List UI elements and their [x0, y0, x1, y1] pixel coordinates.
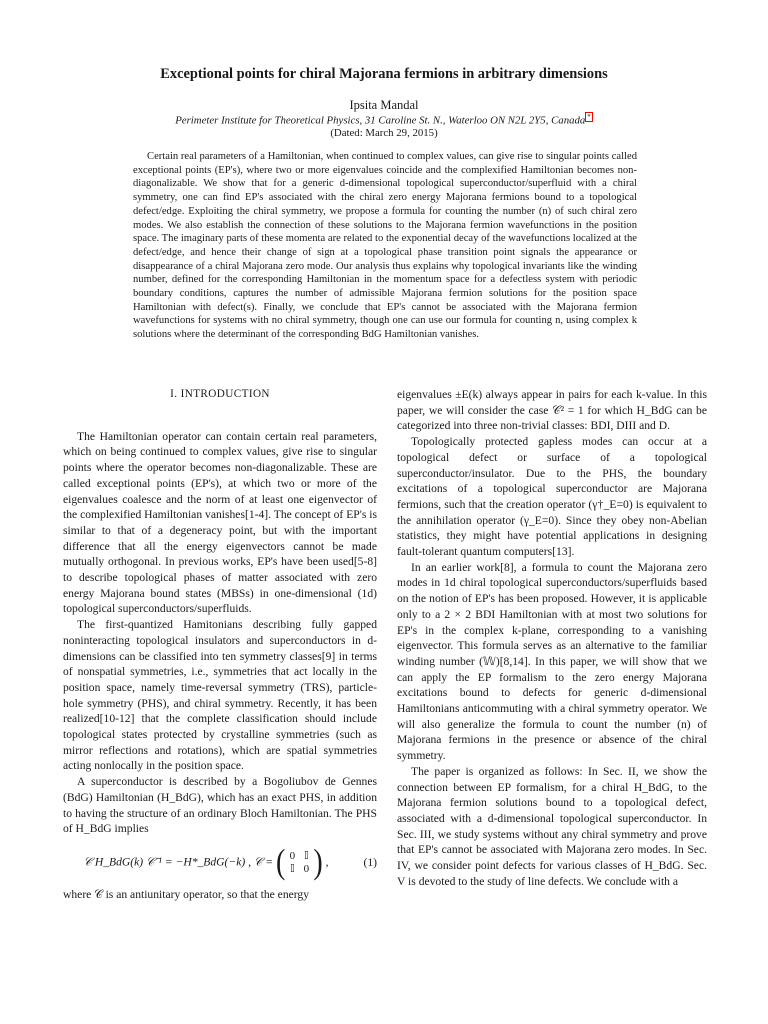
right-column [397, 387, 707, 890]
left-column [63, 387, 377, 903]
equation-matrix: ( 0 𝕀 𝕀 0 ) [276, 842, 323, 882]
paragraph: The first-quantized Hamitonians describing fully gapped noninteracting topological insulators and superconductors in d-dimensions can be classified into ten symmetry classes[9] in terms of nonspatial symmetries, i.e., symmetries that act locally in the position space, namely time-reversal symmetry (TRS), particle-hole symmetry (PHS), and chiral symmetry. Recently, it has been realized[10-12] that the complete classification should include topological states protected by crystalline symmetries (such as mirror reflections and rotations), which are spatial symmetries acting nonlocally in the position space. [63, 618, 377, 773]
section-heading-introduction: I. INTRODUCTION [170, 388, 270, 400]
matrix-cell: 0 [303, 862, 310, 875]
affiliation-footnote-link[interactable]: * [587, 113, 591, 121]
paragraph: The paper is organized as follows: In Sec. II, we show the connection between EP formalism, for a chiral H_BdG, to the Majorana fermion solutions bound to a topological defect, associated with a d-dimensional topological superconductor. In Sec. III, we study systems without any chiral symmetry and prove that EP's cannot be associated with Majorana zero modes. In Sec. IV, we consider point defects for various classes of H_BdG. Sec. V is devoted to the study of line defects. We conclude with a [397, 764, 707, 888]
affiliation [0, 114, 768, 127]
paper-title: Exceptional points for chiral Majorana fermions in arbitrary dimensions [160, 66, 608, 82]
equation-trail: , [325, 855, 329, 869]
affiliation-text: Perimeter Institute for Theoretical Physics, 31 Caroline St. N., Waterloo ON N2L 2Y5, Canada [175, 114, 586, 127]
equation-1 [63, 842, 377, 882]
paragraph: Topologically protected gapless modes can occur at a topological defect or surface of a topological superconductor/insulator. Due to the PHS, the boundary excitations of a topological superconductor are Majorana fermions, such that the creation operator (γ†_E=0) is equivalent to the annihilation operator (γ_E=0). Since they obey non-Abelian statistics, they might have potential applications in designing fault-tolerant quantum computers[13]. [397, 435, 707, 559]
matrix-cell: 0 [289, 849, 296, 862]
paragraph: The Hamiltonian operator can contain certain real parameters, which on being continued to complex values, give rise to singular points where the operator becomes non-diagonalizable. These are called exceptional points (EP's), at which two or more of the eigenvalues coalesce and the norm of at least one eigenvector of the complexified Hamiltonian vanishes[1-4]. The concept of EP's is similar to that of a degeneracy point, but with the important difference that all the energy eigenvectors cannot be made mutually orthogonal. In previous works, EP's have been used[5-8] to describe topological phases of matter associated with zero energy Majorana bound states (MBSs) in one-dimensional (1d) topological superconductors/superfluids. [63, 429, 377, 616]
equation-body [63, 842, 349, 882]
dated-line: (Dated: March 29, 2015) [330, 127, 438, 139]
author-name: Ipsita Mandal [349, 98, 419, 112]
equation-lhs: 𝒞 H_BdG(k) 𝒞⁻¹ = −H*_BdG(−k) , 𝒞 = [83, 855, 274, 869]
matrix-cell: 𝕀 [290, 862, 295, 875]
abstract: Certain real parameters of a Hamiltonian, when continued to complex values, can give rise to singular points called exceptional points (EP's), where two or more eigenvalues coincide and the complexified Hamiltonian becomes non-diagonalizable. We show that for a generic d-dimensional topological superconductor/superfluid with a chiral symmetry, one can find EP's associated with the chiral zero energy Majorana fermions bound to a topological defect/edge. Exploiting the chiral symmetry, we propose a formula for counting the number (n) of such chiral zero modes. We also establish the connection of these solutions to the Majorana fermion wavefunctions in the position space. The imaginary parts of these momenta are related to the exponential decay of the wavefunctions localized at the defect/edge, and hence their change of sign at a topological phase transition point signals the appearance or disappearance of a chiral Majorana zero mode. Our analysis thus explains why topological invariants like the winding number, defined for the corresponding Hamiltonian in the momentum space for a defectless system with periodic boundary conditions, captures the number of admissible Majorana fermion solutions for the position space Hamiltonian with defect(s). Finally, we conclude that EP's cannot be associated with the Majorana fermion wavefunctions for systems with no chiral symmetry, though one can use our formula for counting n, using complex k solutions where the determinant of the corresponding BdG Hamiltonian vanishes. [133, 151, 637, 341]
paragraph: A superconductor is described by a Bogoliubov de Gennes (BdG) Hamiltonian (H_BdG), which has an exact PHS, in addition to having the structure of an ordinary Bloch Hamiltonian. The PHS of H_BdG implies [63, 775, 377, 836]
paragraph: where 𝒞 is an antiunitary operator, so that the energy [63, 887, 310, 901]
equation-number: (1) [363, 856, 377, 870]
matrix-cell: 𝕀 [304, 849, 309, 862]
paragraph: In an earlier work[8], a formula to count the Majorana zero modes in 1d chiral topological superconductors/superfluids based on the notion of EP's has been proposed. However, it is applicable only to a 2 × 2 BDI Hamiltonian with at most two solutions for EP's in the complex k-plane, corresponding to a vanishing eigenvector. This formula serves as an alternative to the familiar winding number (𝕎)[8,14]. In this paper, we will show that we can apply the EP formalism to the zero energy Majorana excitations bound to defects for generic d-dimensional Hamiltonians anticommuting with a chiral symmetry operator. We will also generalize the formula to count the number (n) of Majorana fermions in the presence or absence of the chiral symmetry. [397, 560, 707, 763]
paragraph: eigenvalues ±E(k) always appear in pairs for each k-value. In this paper, we will consider the case 𝒞² = 1 for which H_BdG can be categorized into three non-trivial classes: BDI, DIII and D. [397, 388, 707, 433]
